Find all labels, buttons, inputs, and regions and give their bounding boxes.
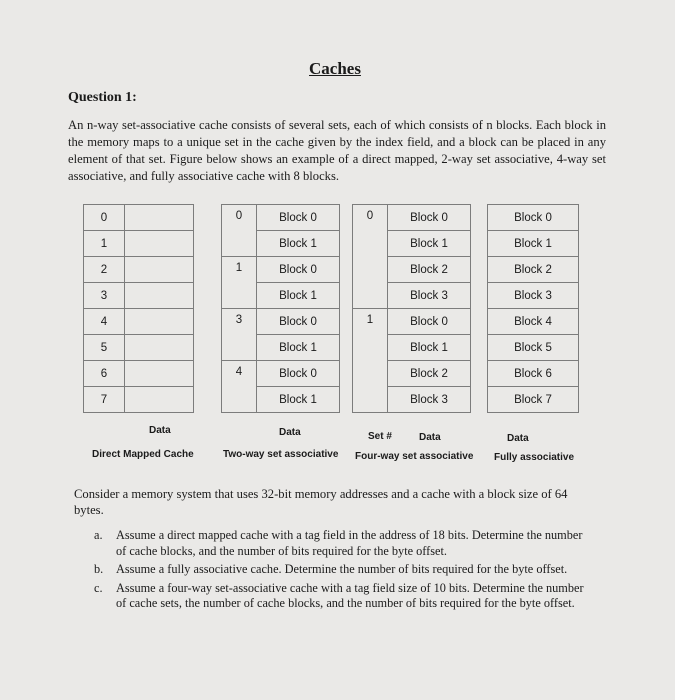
tw-set-index: 4 [222, 361, 257, 413]
fw-block: Block 1 [388, 335, 471, 361]
fa-caption: Fully associative [494, 452, 575, 463]
tw-block: Block 0 [257, 205, 340, 231]
fw-block: Block 0 [388, 205, 471, 231]
dm-index: 4 [84, 309, 125, 335]
fa-block: Block 6 [488, 361, 579, 387]
part-text: Assume a fully associative cache. Determine the number of bits required for the byte offset. [116, 562, 568, 576]
tw-block: Block 0 [257, 361, 340, 387]
fw-set-label: Set # [368, 431, 392, 442]
direct-mapped-table [83, 204, 194, 413]
fa-block: Block 3 [488, 283, 579, 309]
part-text: Assume a four-way set-associative cache with a tag field size of 10 bits. Determine the number of cache sets, the number of cache blocks, and the number of bits required for the byte offset. [116, 580, 584, 610]
problem-paragraph: Consider a memory system that uses 32-bit memory addresses and a cache with a block size of 64 bytes. [74, 487, 568, 517]
dm-index: 6 [84, 361, 125, 387]
dm-index: 5 [84, 335, 125, 361]
fully-associative-table [487, 204, 579, 413]
fa-block: Block 1 [488, 231, 579, 257]
question-parts [94, 528, 594, 615]
part-text: Assume a direct mapped cache with a tag field in the address of 18 bits. Determine the number of cache blocks, and the number of bits required for the byte offset. [116, 528, 583, 558]
part-letter: b. [94, 562, 104, 576]
tw-block: Block 1 [257, 335, 340, 361]
fw-block: Block 3 [388, 387, 471, 413]
fa-block: Block 5 [488, 335, 579, 361]
dm-caption: Direct Mapped Cache [92, 449, 194, 460]
fa-block: Block 0 [488, 205, 579, 231]
tw-set-index: 3 [222, 309, 257, 361]
dm-data-cell [125, 205, 194, 231]
part-b [94, 562, 594, 578]
dm-data-cell [125, 361, 194, 387]
four-way-table [352, 204, 471, 413]
dm-data-cell [125, 283, 194, 309]
fw-set-index: 1 [353, 309, 388, 413]
tw-block: Block 0 [257, 257, 340, 283]
part-letter: c. [94, 580, 103, 595]
dm-data-cell [125, 309, 194, 335]
dm-data-cell [125, 335, 194, 361]
part-a [94, 528, 594, 559]
tw-set-index: 1 [222, 257, 257, 309]
tw-data-label: Data [279, 427, 301, 438]
dm-index: 3 [84, 283, 125, 309]
fa-block: Block 2 [488, 257, 579, 283]
tw-block: Block 0 [257, 309, 340, 335]
fa-block: Block 4 [488, 309, 579, 335]
two-way-table [221, 204, 340, 413]
intro-paragraph: An n-way set-associative cache consists of several sets, each of which consists of n blocks. Each block in the memory maps to a unique set in the cache given by the index field, and a block can be placed in any element of that set. Figure below shows an example of a direct mapped, 2-way set associative, 4-way set associative, and fully associative cache with 8 blocks. [68, 118, 606, 183]
dm-data-cell [125, 257, 194, 283]
fw-data-label: Data [419, 432, 441, 443]
fw-block: Block 0 [388, 309, 471, 335]
tw-caption: Two-way set associative [223, 449, 339, 460]
dm-index: 0 [84, 205, 125, 231]
fw-set-index: 0 [353, 205, 388, 309]
page-title: Caches [309, 59, 361, 78]
question-label: Question 1: [68, 90, 137, 105]
fw-block: Block 2 [388, 361, 471, 387]
part-letter: a. [94, 528, 103, 542]
tw-set-index: 0 [222, 205, 257, 257]
dm-data-cell [125, 387, 194, 413]
part-c [94, 581, 594, 612]
dm-index: 7 [84, 387, 125, 413]
fw-caption: Four-way set associative [355, 451, 474, 462]
fw-block: Block 1 [388, 231, 471, 257]
fw-block: Block 2 [388, 257, 471, 283]
fa-data-label: Data [507, 433, 529, 444]
dm-index: 2 [84, 257, 125, 283]
tw-block: Block 1 [257, 387, 340, 413]
dm-index: 1 [84, 231, 125, 257]
dm-data-label: Data [149, 425, 171, 436]
tw-block: Block 1 [257, 283, 340, 309]
fw-block: Block 3 [388, 283, 471, 309]
tw-block: Block 1 [257, 231, 340, 257]
dm-data-cell [125, 231, 194, 257]
fa-block: Block 7 [488, 387, 579, 413]
